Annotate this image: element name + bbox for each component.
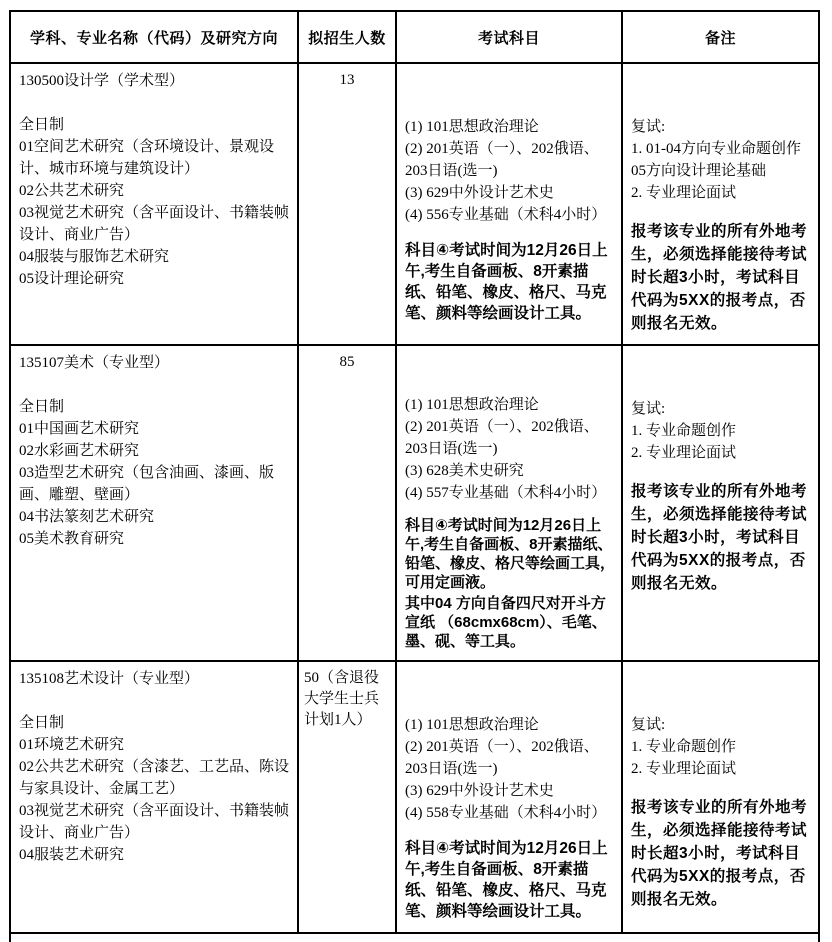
exam-subject-line: (4) 558专业基础（术科4小时）	[405, 805, 607, 821]
exam-note: 科目④考试时间为12月26日上午,考生自备画板、8开素描纸、铅笔、橡皮、格尺等绘画工具，可用定画液。	[405, 517, 616, 591]
program-cell	[11, 662, 299, 932]
exam-subject-line: (2) 201英语（一）、202俄语、203日语(选一)	[405, 739, 599, 777]
remarks-note: 报考该专业的所有外地考生，必须选择能接待考试时长超3小时，考试科目代码为5XX的报考点，否则报名无效。	[631, 483, 808, 592]
research-direction: 02水彩画艺术研究	[19, 443, 140, 459]
exam-subject-line: (4) 556专业基础（术科4小时）	[405, 207, 607, 223]
row-130500-design	[11, 64, 818, 346]
header-remarks: 备注	[704, 30, 736, 47]
remarks-cell	[623, 346, 818, 660]
retest-line: 2. 专业理论面试	[631, 761, 737, 777]
exam-subject-line: (1) 101思想政治理论	[405, 397, 539, 413]
research-direction: 03视觉艺术研究（含平面设计、书籍装帧设计、商业广告）	[19, 205, 290, 243]
remarks-note: 报考该专业的所有外地考生，必须选择能接待考试时长超3小时，考试科目代码为5XX的报考点，否则报名无效。	[631, 799, 808, 908]
research-direction: 02公共艺术研究	[19, 183, 125, 199]
admissions-table	[9, 10, 820, 942]
research-direction: 03视觉艺术研究（含平面设计、书籍装帧设计、商业广告）	[19, 803, 290, 841]
research-direction: 05设计理论研究	[19, 271, 125, 287]
exam-subject-line: (1) 101思想政治理论	[405, 717, 539, 733]
row-135108-art-design	[11, 662, 818, 934]
exam-subjects-cell	[397, 64, 623, 344]
research-direction: 01环境艺术研究	[19, 737, 125, 753]
header-enrollment: 拟招生人数	[299, 12, 397, 62]
enrollment-number: 85	[339, 354, 355, 370]
research-direction: 05美术教育研究	[19, 531, 125, 547]
exam-subject-line: (2) 201英语（一）、202俄语、203日语(选一)	[405, 419, 599, 457]
exam-subject-line: (4) 557专业基础（术科4小时）	[405, 485, 607, 501]
retest-line: 1. 01-04方向专业命题创作	[631, 141, 801, 157]
enrollment-number: 50（含退役大学生士兵计划1人）	[304, 670, 380, 728]
retest-line: 复试:	[631, 401, 666, 417]
study-mode: 全日制	[19, 715, 65, 731]
table-header-row	[11, 12, 818, 64]
header-subject-name: 学科、专业名称（代码）及研究方向	[11, 12, 299, 62]
research-direction: 01中国画艺术研究	[19, 421, 140, 437]
exam-subjects-cell	[397, 346, 623, 660]
research-direction: 03造型艺术研究（包含油画、漆画、版画、雕塑、壁画）	[19, 465, 275, 503]
exam-subject-line: (3) 628美术史研究	[405, 463, 524, 479]
retest-line: 2. 专业理论面试	[631, 445, 737, 461]
retest-line: 复试:	[631, 717, 666, 733]
empty-cell	[11, 934, 818, 942]
study-mode: 全日制	[19, 117, 65, 133]
exam-subject-line: (2) 201英语（一）、202俄语、203日语(选一)	[405, 141, 599, 179]
research-direction: 04书法篆刻艺术研究	[19, 509, 155, 525]
program-title: 135107美术（专业型）	[19, 355, 170, 371]
header-exam-subjects: 考试科目	[397, 12, 623, 62]
row-partial	[11, 934, 818, 942]
exam-note: 科目④考试时间为12月26日上午,考生自备画板、8开素描纸、铅笔、橡皮、格尺、马克笔、颜料等绘画设计工具。	[405, 840, 608, 920]
research-direction: 02公共艺术研究（含漆艺、工艺品、陈设与家具设计、金属工艺）	[19, 759, 290, 797]
exam-subject-line: (3) 629中外设计艺术史	[405, 783, 554, 799]
retest-line: 1. 专业命题创作	[631, 423, 737, 439]
exam-subjects-cell	[397, 662, 623, 932]
program-title: 130500设计学（学术型）	[19, 73, 185, 89]
research-direction: 01空间艺术研究（含环境设计、景观设计、城市环境与建筑设计）	[19, 139, 275, 177]
program-cell	[11, 346, 299, 660]
research-direction: 04服装艺术研究	[19, 847, 125, 863]
retest-line: 2. 专业理论面试	[631, 185, 737, 201]
exam-note: 其中04 方向自备四尺对开斗方宣纸 （68cmx68cm）、毛笔、墨、砚、等工具。	[405, 595, 607, 650]
study-mode: 全日制	[19, 399, 65, 415]
exam-subject-line: (3) 629中外设计艺术史	[405, 185, 554, 201]
enrollment-cell	[299, 64, 397, 344]
enrollment-cell	[299, 346, 397, 660]
row-135107-fine-arts	[11, 346, 818, 662]
remarks-cell	[623, 64, 818, 344]
enrollment-number: 13	[339, 72, 355, 88]
retest-line: 05方向设计理论基础	[631, 163, 767, 179]
enrollment-cell	[299, 662, 397, 932]
program-title: 135108艺术设计（专业型）	[19, 671, 200, 687]
exam-subject-line: (1) 101思想政治理论	[405, 119, 539, 135]
program-cell	[11, 64, 299, 344]
remarks-note: 报考该专业的所有外地考生，必须选择能接待考试时长超3小时，考试科目代码为5XX的报考点，否则报名无效。	[631, 223, 808, 332]
research-direction: 04服装与服饰艺术研究	[19, 249, 170, 265]
retest-line: 1. 专业命题创作	[631, 739, 737, 755]
exam-note: 科目④考试时间为12月26日上午,考生自备画板、8开素描纸、铅笔、橡皮、格尺、马克笔、颜料等绘画设计工具。	[405, 242, 608, 322]
remarks-cell	[623, 662, 818, 932]
retest-line: 复试:	[631, 119, 666, 135]
